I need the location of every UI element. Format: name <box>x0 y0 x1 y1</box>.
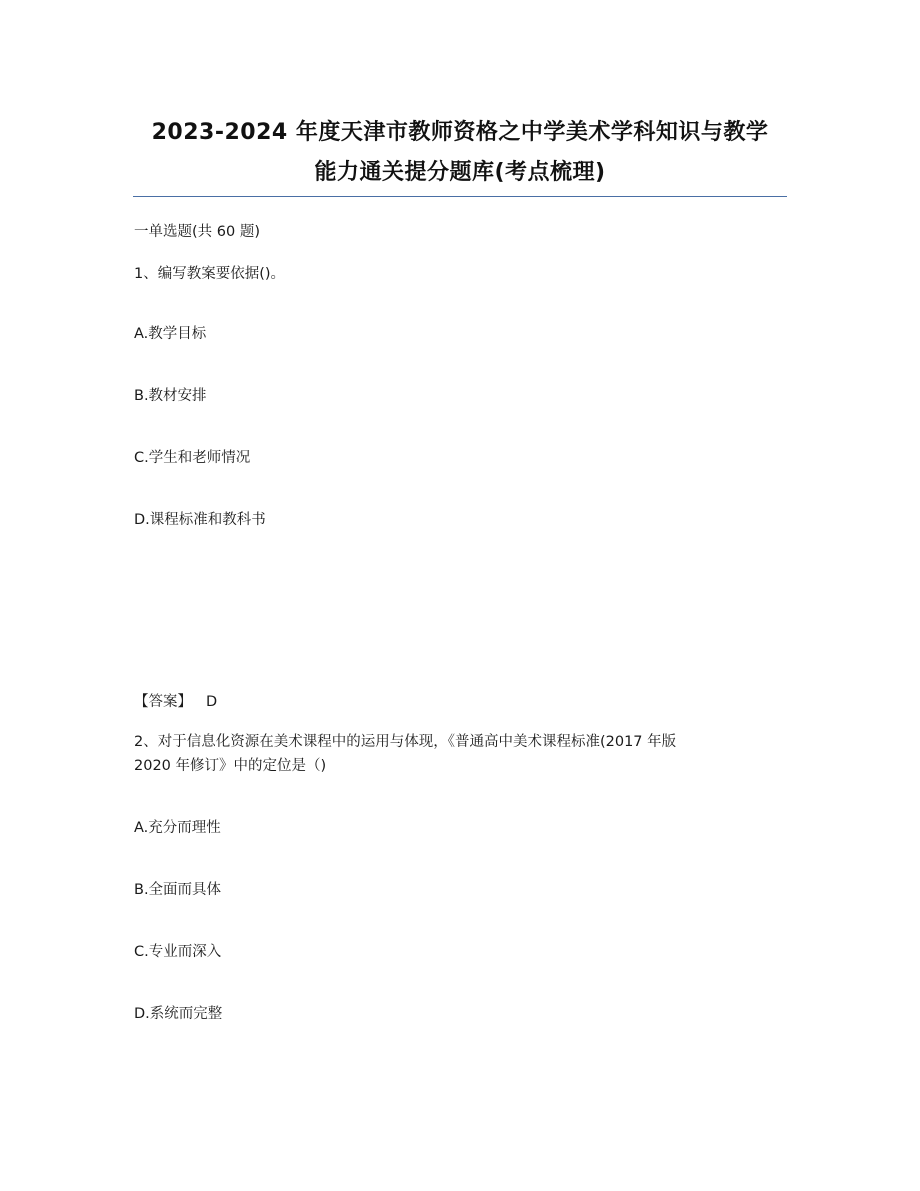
answer-label: 【答案】 <box>134 694 192 710</box>
question-2-stem-line-2: 2020 年修订》中的定位是（) <box>134 758 327 774</box>
question-1-option-a: A.教学目标 <box>134 326 207 342</box>
document-title-line-2: 能力通关提分题库(考点梳理) <box>314 160 606 185</box>
question-1-stem: 1、编写教案要依据()。 <box>134 266 286 282</box>
title-divider <box>133 196 787 197</box>
question-2-option-d: D.系统而完整 <box>134 1006 223 1022</box>
question-1-option-d: D.课程标准和教科书 <box>134 512 266 528</box>
document-title-line-1: 2023-2024 年度天津市教师资格之中学美术学科知识与教学 <box>151 120 769 145</box>
question-1-answer <box>134 692 217 712</box>
section-heading: 一单选题(共 60 题) <box>134 224 260 240</box>
question-2-stem-line-1: 2、对于信息化资源在美术课程中的运用与体现，《普通高中美术课程标准(2017 年版 <box>134 734 677 750</box>
question-2-option-a: A.充分而理性 <box>134 820 221 836</box>
question-2-option-b: B.全面而具体 <box>134 882 222 898</box>
answer-value: D <box>206 694 218 710</box>
question-1-option-b: B.教材安排 <box>134 388 207 404</box>
question-1-option-c: C.学生和老师情况 <box>134 450 251 466</box>
question-2-option-c: C.专业而深入 <box>134 944 222 960</box>
